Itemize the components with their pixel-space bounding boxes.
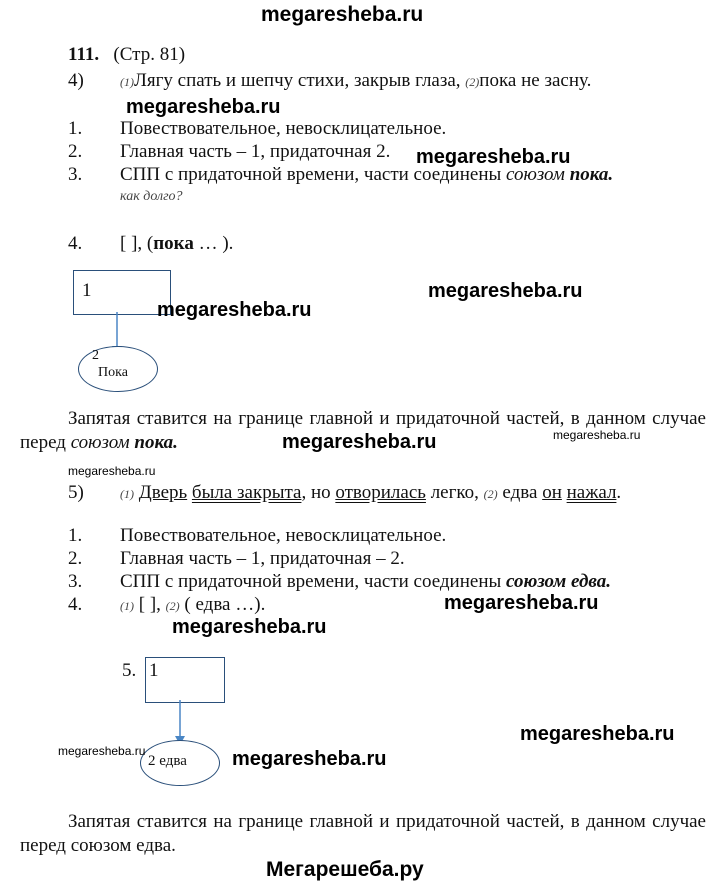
ex4-part-1: Лягу спать и шепчу стихи, закрыв глаза, xyxy=(134,70,461,91)
watermark: megaresheba.ru xyxy=(428,280,583,302)
watermark: megaresheba.ru xyxy=(172,616,327,638)
ex5-predicate-2: отворилась xyxy=(335,482,426,503)
watermark: megaresheba.ru xyxy=(126,96,281,118)
watermark: megaresheba.ru xyxy=(68,464,156,478)
watermark-top: megaresheba.ru xyxy=(261,3,424,26)
watermark: megaresheba.ru xyxy=(416,146,571,168)
ex4-question: как долго? xyxy=(120,189,183,204)
watermark-bottom: Мегарешеба.ру xyxy=(266,858,424,881)
ex4-item-4: 4. [ ], (пока … ). xyxy=(68,233,234,254)
ex4-label: 4) xyxy=(68,70,84,91)
ex5-main-clause-box: 1 xyxy=(145,657,225,703)
task-header xyxy=(68,44,185,66)
ex5-predicate-1: была закрыта xyxy=(191,482,302,503)
ex4-item-1: 1. Повествовательное, невосклицательное. xyxy=(68,118,447,139)
task-number: 111. xyxy=(68,44,100,65)
watermark: megaresheba.ru xyxy=(444,592,599,614)
watermark: megaresheba.ru xyxy=(553,428,641,442)
ex5-subject-1: Дверь xyxy=(138,482,188,503)
ex4-sentence xyxy=(68,70,591,93)
ex5-item-5: 5. xyxy=(122,660,137,681)
ex5-predicate-3: нажал xyxy=(566,482,617,503)
ex5-item-2: 2. Главная часть – 1, придаточная – 2. xyxy=(68,548,405,569)
ex5-item-4: 4. (1) [ ], (2) ( едва …). xyxy=(68,594,266,615)
ex5-item-1: 1. Повествовательное, невосклицательное. xyxy=(68,525,447,546)
watermark: megaresheba.ru xyxy=(282,431,437,453)
watermark: megaresheba.ru xyxy=(58,744,146,758)
watermark: megaresheba.ru xyxy=(232,748,387,770)
ex5-item-3: 3. СПП с придаточной времени, части соединены союзом едва. xyxy=(68,571,612,592)
watermark: megaresheba.ru xyxy=(157,299,312,321)
page-reference: (Стр. 81) xyxy=(113,44,186,65)
ex4-item-2: 2. Главная часть – 1, придаточная 2. xyxy=(68,141,391,162)
ex4-item-3: 3. СПП с придаточной времени, части соединены союзом пока. xyxy=(68,164,614,185)
ex5-subordinate-clause-ellipse: 2 едва xyxy=(140,740,220,786)
ex5-subject-2: он xyxy=(542,482,562,503)
ex4-marker-2: (2) xyxy=(465,75,480,89)
ex4-main-clause-box: 1 xyxy=(73,270,171,315)
ex5-explanation: Запятая ставится на границе главной и придаточной частей, в данном случае перед союзом едва. xyxy=(20,811,706,856)
watermark: megaresheba.ru xyxy=(520,723,675,745)
ex4-explanation: Запятая ставится на границе главной и придаточной частей, в данном случае перед союзом пока. xyxy=(20,408,706,453)
ex4-part-2: пока не засну. xyxy=(479,70,592,91)
ex4-subordinate-clause-ellipse: 2 Пока xyxy=(78,346,158,392)
ex5-sentence: 5) (1) Дверь была закрыта, но отворилась легко, (2) едва он нажал. xyxy=(68,482,622,503)
ex4-marker-1: (1) xyxy=(120,75,134,89)
